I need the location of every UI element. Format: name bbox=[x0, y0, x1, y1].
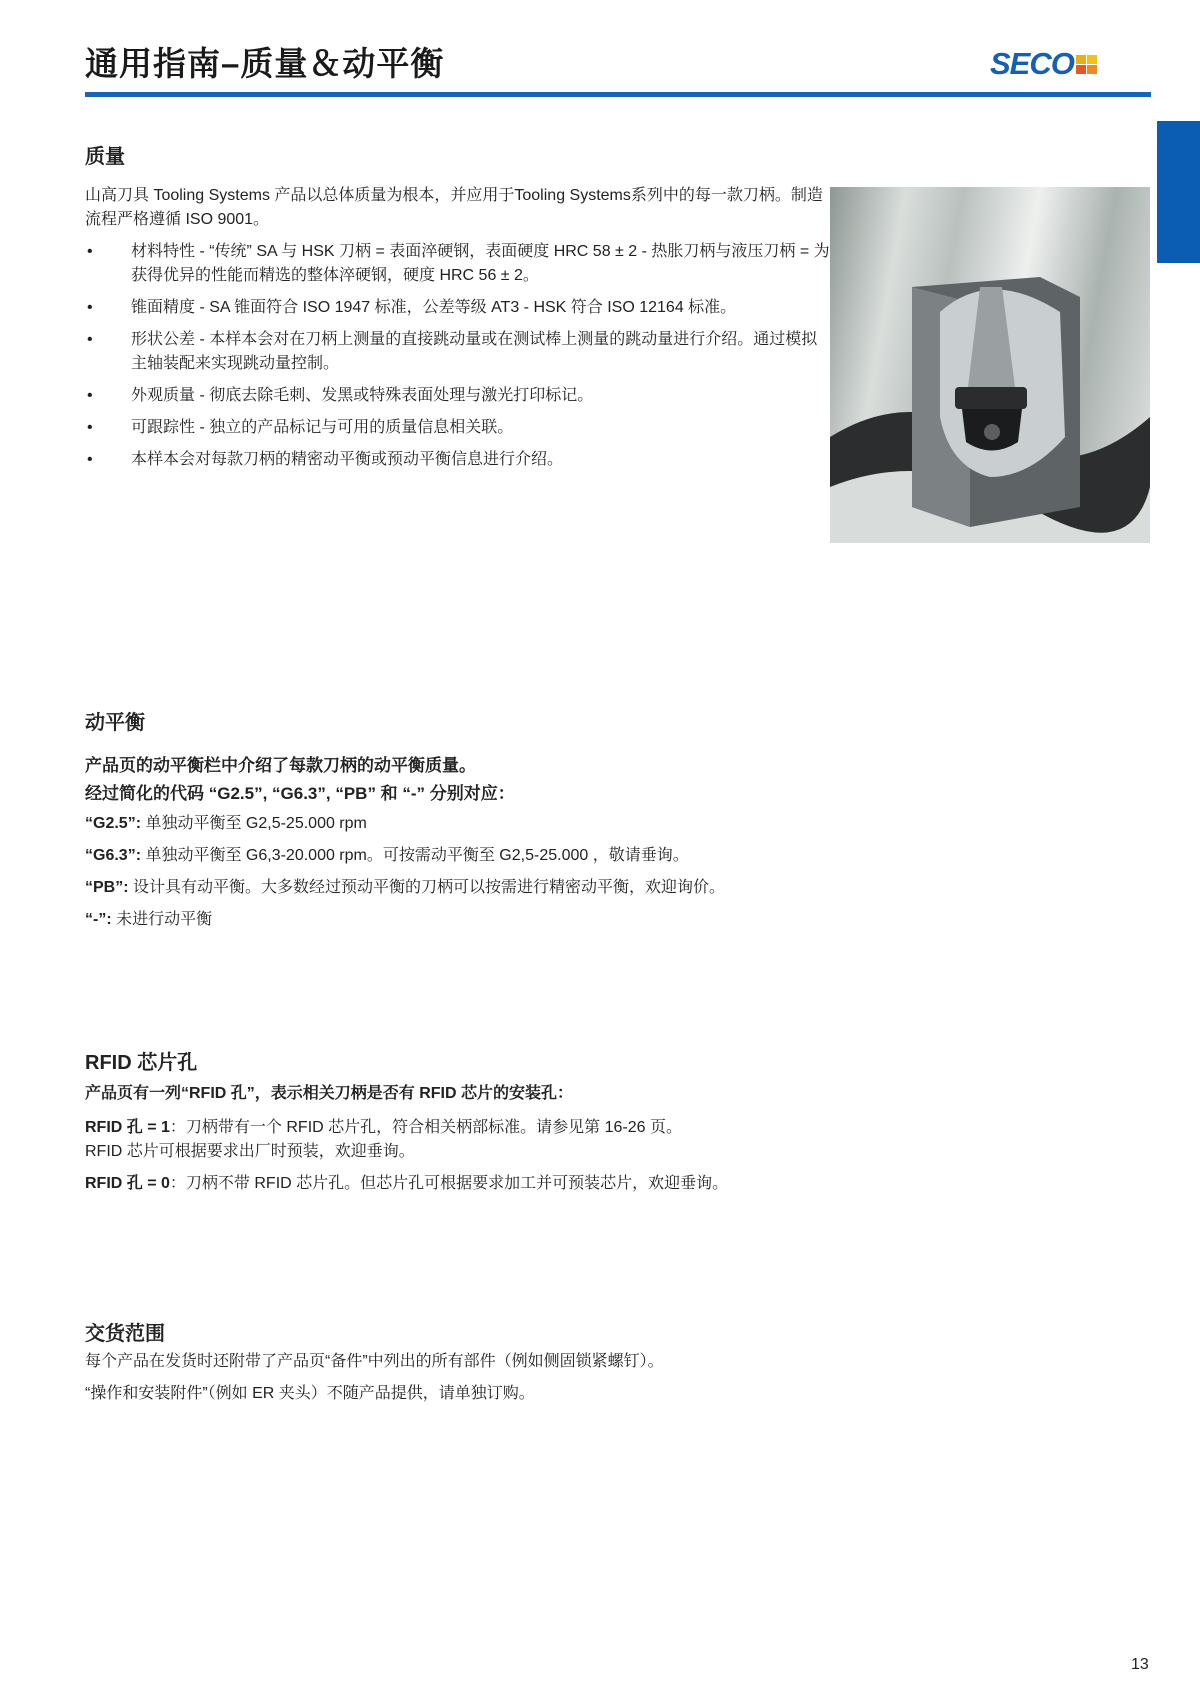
code-label: “PB”: bbox=[85, 879, 129, 896]
quality-bullet-list bbox=[85, 240, 830, 480]
rfid-desc: ：刀柄不带 RFID 芯片孔。但芯片孔可根据要求加工并可预装芯片，欢迎垂询。 bbox=[169, 1175, 729, 1192]
delivery-line: “操作和安装附件”（例如 ER 夹头）不随产品提供，请单独订购。 bbox=[85, 1385, 535, 1402]
tool-holder-photo bbox=[830, 187, 1150, 543]
section-tab-marker bbox=[1157, 121, 1200, 263]
list-item: • 可跟踪性 - 独立的产品标记与可用的质量信息相关联。 bbox=[85, 416, 830, 440]
balance-code-item bbox=[85, 876, 835, 900]
delivery-text bbox=[85, 1350, 835, 1414]
code-label: “G2.5”: bbox=[85, 815, 142, 832]
rfid-code: RFID 孔 = 0 bbox=[85, 1175, 170, 1192]
balancing-heading: 动平衡 bbox=[85, 712, 145, 734]
code-label: “G6.3”: bbox=[85, 847, 142, 864]
logo-text: SECO bbox=[990, 46, 1074, 81]
page-title: 通用指南–质量＆动平衡 bbox=[85, 45, 445, 82]
logo-squares-icon bbox=[1076, 55, 1097, 74]
rfid-desc-2: RFID 芯片可根据要求出厂时预装，欢迎垂询。 bbox=[85, 1143, 415, 1160]
rfid-lead: 产品页有一列“RFID 孔”，表示相关刀柄是否有 RFID 芯片的安装孔： bbox=[85, 1085, 573, 1102]
code-desc: 单独动平衡至 G6,3-20.000 rpm。可按需动平衡至 G2,5-25.000 ，敬请垂询。 bbox=[141, 847, 689, 864]
list-item: • 形状公差 - 本样本会对在刀柄上测量的直接跳动量或在测试棒上测量的跳动量进行介绍。通过模拟主轴装配来实现跳动量控制。 bbox=[85, 328, 830, 376]
delivery-heading: 交货范围 bbox=[85, 1323, 165, 1345]
list-item: • 材料特性 - “传统” SA 与 HSK 刀柄 = 表面淬硬钢，表面硬度 HRC 58 ± 2 - 热胀刀柄与液压刀柄 = 为获得优异的性能而精选的整体淬硬钢，硬度 HRC 56 ± 2。 bbox=[85, 240, 830, 288]
rfid-heading: RFID 芯片孔 bbox=[85, 1052, 198, 1074]
rfid-code: RFID 孔 = 1 bbox=[85, 1119, 170, 1136]
list-item: • 外观质量 - 彻底去除毛刺、发黑或特殊表面处理与激光打印标记。 bbox=[85, 384, 830, 408]
balancing-lead-line2: 经过简化的代码 “G2.5”, “G6.3”, “PB” 和 “-” 分别对应： bbox=[85, 784, 515, 803]
list-item: • 锥面精度 - SA 锥面符合 ISO 1947 标准，公差等级 AT3 - HSK 符合 ISO 12164 标准。 bbox=[85, 296, 830, 320]
balancing-lead-line1: 产品页的动平衡栏中介绍了每款刀柄的动平衡质量。 bbox=[85, 756, 476, 775]
balance-code-item bbox=[85, 908, 835, 932]
rfid-item-1 bbox=[85, 1116, 835, 1164]
code-desc: 单独动平衡至 G2,5-25.000 rpm bbox=[141, 815, 367, 832]
balancing-codes bbox=[85, 812, 835, 940]
balance-code-item bbox=[85, 844, 835, 868]
seco-logo bbox=[990, 46, 1097, 82]
delivery-line: 每个产品在发货时还附带了产品页“备件”中列出的所有部件（例如侧固锁紧螺钉）。 bbox=[85, 1353, 664, 1370]
quality-intro: 山高刀具 Tooling Systems 产品以总体质量为根本，并应用于Tooling Systems系列中的每一款刀柄。制造流程严格遵循 ISO 9001。 bbox=[85, 187, 823, 228]
rfid-item-0 bbox=[85, 1172, 835, 1196]
balancing-lead bbox=[85, 752, 835, 808]
rfid-desc: ：刀柄带有一个 RFID 芯片孔，符合相关柄部标准。请参见第 16-26 页。 bbox=[169, 1119, 682, 1136]
code-desc: 未进行动平衡 bbox=[111, 911, 213, 928]
list-item: • 本样本会对每款刀柄的精密动平衡或预动平衡信息进行介绍。 bbox=[85, 448, 830, 472]
code-desc: 设计具有动平衡。大多数经过预动平衡的刀柄可以按需进行精密动平衡，欢迎询价。 bbox=[128, 879, 726, 896]
balance-code-item bbox=[85, 812, 835, 836]
code-label: “-”: bbox=[85, 911, 112, 928]
header-rule bbox=[85, 92, 1151, 97]
quality-heading: 质量 bbox=[85, 146, 125, 168]
page-number: 13 bbox=[1131, 1656, 1149, 1673]
